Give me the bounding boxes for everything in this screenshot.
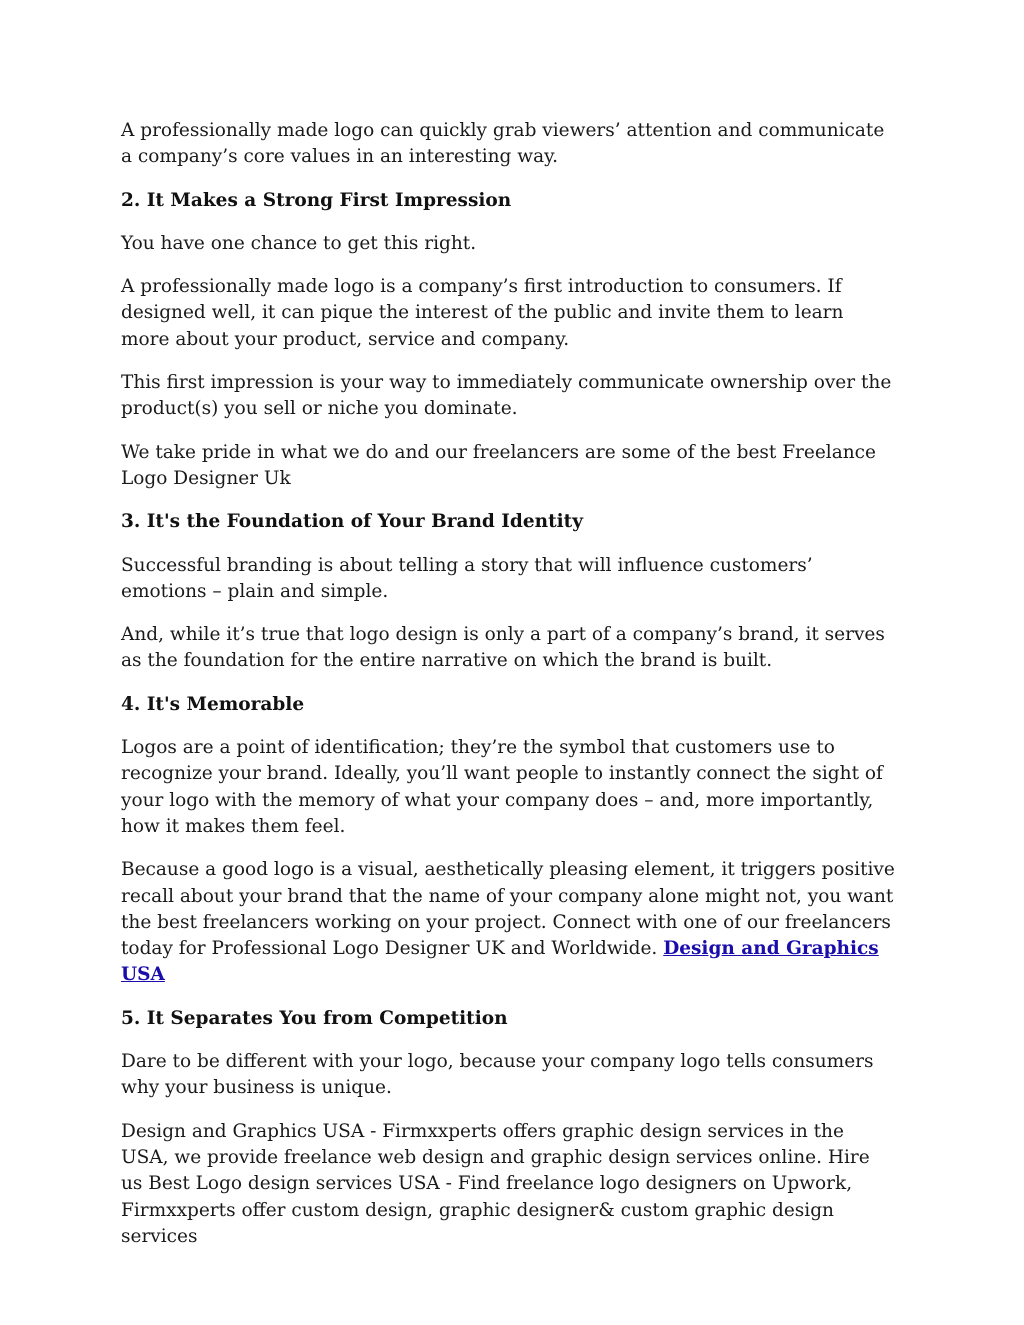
- paragraph: A professionally made logo is a company’s first introduction to consumers. If designed well, it can pique the interest of the public and invite them to learn more about your product, service and company.: [121, 276, 844, 350]
- intro-paragraph: A professionally made logo can quickly grab viewers’ attention and communicate a company’s core values in an interesting way.: [121, 120, 885, 168]
- paragraph: Logos are a point of identification; they’re the symbol that customers use to recognize your brand. Ideally, you’ll want people to instantly connect the sight of your logo with the memory of what your company does – and, more importantly, how it makes them feel.: [121, 737, 883, 837]
- design-and-graphics-usa-link[interactable]: Design and Graphics USA: [121, 938, 879, 986]
- paragraph: Design and Graphics USA - Firmxxperts offers graphic design services in the USA, we provide freelance web design and graphic design services online. Hire us Best Logo design services USA - Find freelance logo designers on Upwork, Firmxxperts offer custom design, graphic designer& custom graphic design services: [121, 1120, 870, 1247]
- paragraph: And, while it’s true that logo design is only a part of a company’s brand, it serves as the foundation for the entire narrative on which the brand is built.: [121, 624, 885, 672]
- document-page: [121, 118, 896, 1267]
- paragraph: This first impression is your way to immediately communicate ownership over the product(s) you sell or niche you dominate.: [121, 372, 892, 420]
- paragraph: We take pride in what we do and our freelancers are some of the best Freelance Logo Designer Uk: [121, 441, 876, 489]
- paragraph-with-link: [121, 857, 896, 988]
- paragraph-text: Because a good logo is a visual, aesthetically pleasing element, it triggers positive recall about your brand that the name of your company alone might not, you want the best freelancers working on your project. Connect with one of our freelancers today for Professional Logo Designer UK and Worldwide.: [121, 859, 895, 960]
- section-heading-brand-identity: 3. It's the Foundation of Your Brand Identity: [121, 511, 583, 533]
- paragraph: Dare to be different with your logo, because your company logo tells consumers why your business is unique.: [121, 1051, 874, 1099]
- paragraph: Successful branding is about telling a story that will influence customers’ emotions – plain and simple.: [121, 554, 813, 602]
- paragraph: You have one chance to get this right.: [121, 232, 477, 254]
- section-heading-memorable: 4. It's Memorable: [121, 693, 305, 715]
- section-heading-first-impression: 2. It Makes a Strong First Impression: [121, 189, 512, 211]
- section-heading-competition: 5. It Separates You from Competition: [121, 1007, 508, 1029]
